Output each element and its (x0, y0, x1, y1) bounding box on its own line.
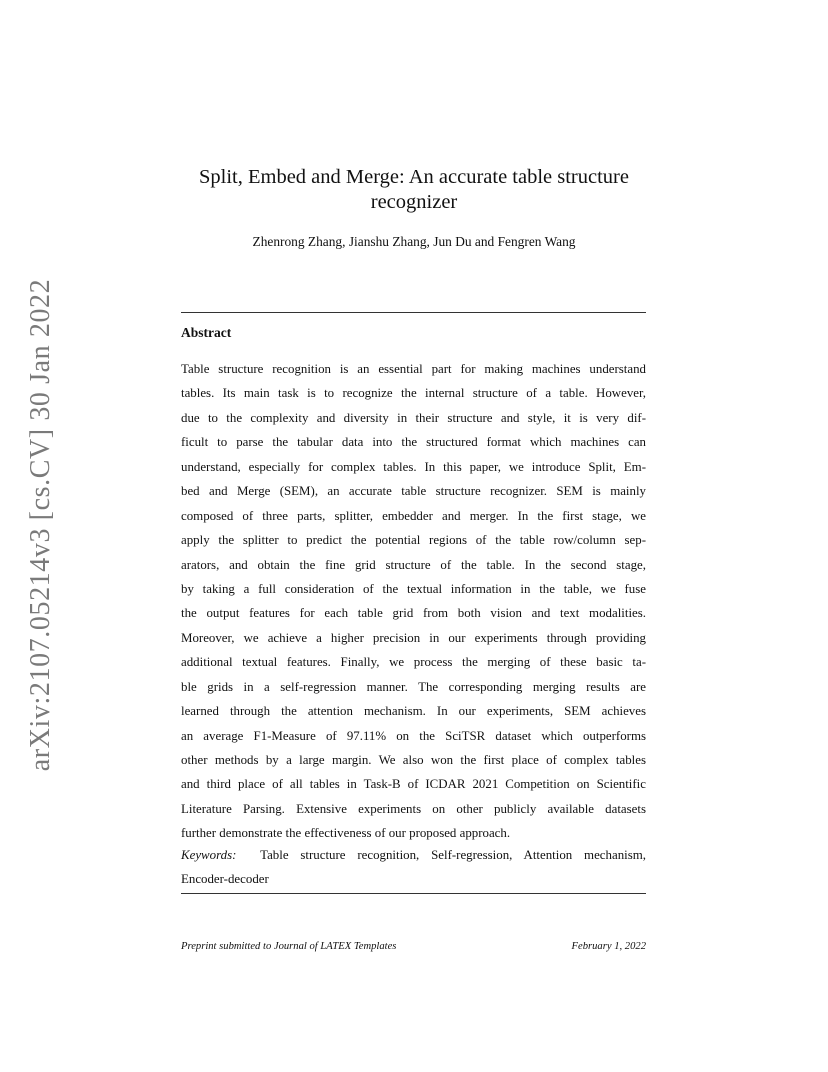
top-divider (181, 312, 646, 313)
footer-preprint-note: Preprint submitted to Journal of LATEX Templates (181, 941, 397, 952)
keywords-text: Table structure recognition, Self-regression, Attention mechanism, (260, 848, 646, 862)
abstract-line: the output features for each table grid from both vision and text modalities. (181, 606, 646, 621)
footer-date: February 1, 2022 (571, 941, 646, 952)
abstract-line: ficult to parse the tabular data into the structured format which machines can (181, 435, 646, 450)
abstract-line: additional textual features. Finally, we process the merging of these basic ta- (181, 655, 646, 670)
keywords-block (181, 843, 646, 892)
abstract-line: due to the complexity and diversity in their structure and style, it is very dif- (181, 410, 646, 425)
keywords-line-2: Encoder-decoder (181, 872, 269, 887)
abstract-line: tables. Its main task is to recognize the internal structure of a table. However, (181, 386, 646, 401)
abstract-line: Moreover, we achieve a higher precision in our experiments through providing (181, 630, 646, 645)
keywords-label: Keywords: (181, 848, 237, 862)
paper-title-line-1: Split, Embed and Merge: An accurate table structure (199, 166, 629, 188)
abstract-body (181, 357, 646, 846)
abstract-line: apply the splitter to predict the potential regions of the table row/column sep- (181, 533, 646, 548)
abstract-line: composed of three parts, splitter, embedder and merger. In the first stage, we (181, 508, 646, 523)
abstract-line: by taking a full consideration of the textual information in the table, we fuse (181, 581, 646, 596)
abstract-line: Literature Parsing. Extensive experiments on other publicly available datasets (181, 801, 646, 816)
abstract-line: learned through the attention mechanism. In our experiments, SEM achieves (181, 704, 646, 719)
keywords-line-1 (181, 843, 646, 867)
abstract-line: Table structure recognition is an essential part for making machines understand (181, 362, 646, 376)
abstract-line: ble grids in a self-regression manner. The corresponding merging results are (181, 679, 646, 694)
abstract-line: bed and Merge (SEM), an accurate table structure recognizer. SEM is mainly (181, 484, 646, 499)
arxiv-identifier: arXiv:2107.05214v3 [cs.CV] 30 Jan 2022 (25, 278, 56, 772)
paper-title-line-2: recognizer (370, 191, 458, 213)
abstract-line: other methods by a large margin. We also won the first place of complex tables (181, 753, 646, 767)
paper-authors: Zhenrong Zhang, Jianshu Zhang, Jun Du and Fengren Wang (252, 234, 576, 249)
abstract-line: further demonstrate the effectiveness of our proposed approach. (181, 826, 511, 841)
paper-title (170, 165, 658, 215)
abstract-line: an average F1-Measure of 97.11% on the SciTSR dataset which outperforms (181, 728, 646, 743)
abstract-line: arators, and obtain the fine grid structure of the table. In the second stage, (181, 557, 646, 572)
abstract-heading: Abstract (181, 325, 232, 340)
bottom-divider (181, 893, 646, 894)
abstract-line: and third place of all tables in Task-B of ICDAR 2021 Competition on Scientific (181, 777, 646, 792)
abstract-line: understand, especially for complex tables. In this paper, we introduce Split, Em- (181, 459, 646, 474)
